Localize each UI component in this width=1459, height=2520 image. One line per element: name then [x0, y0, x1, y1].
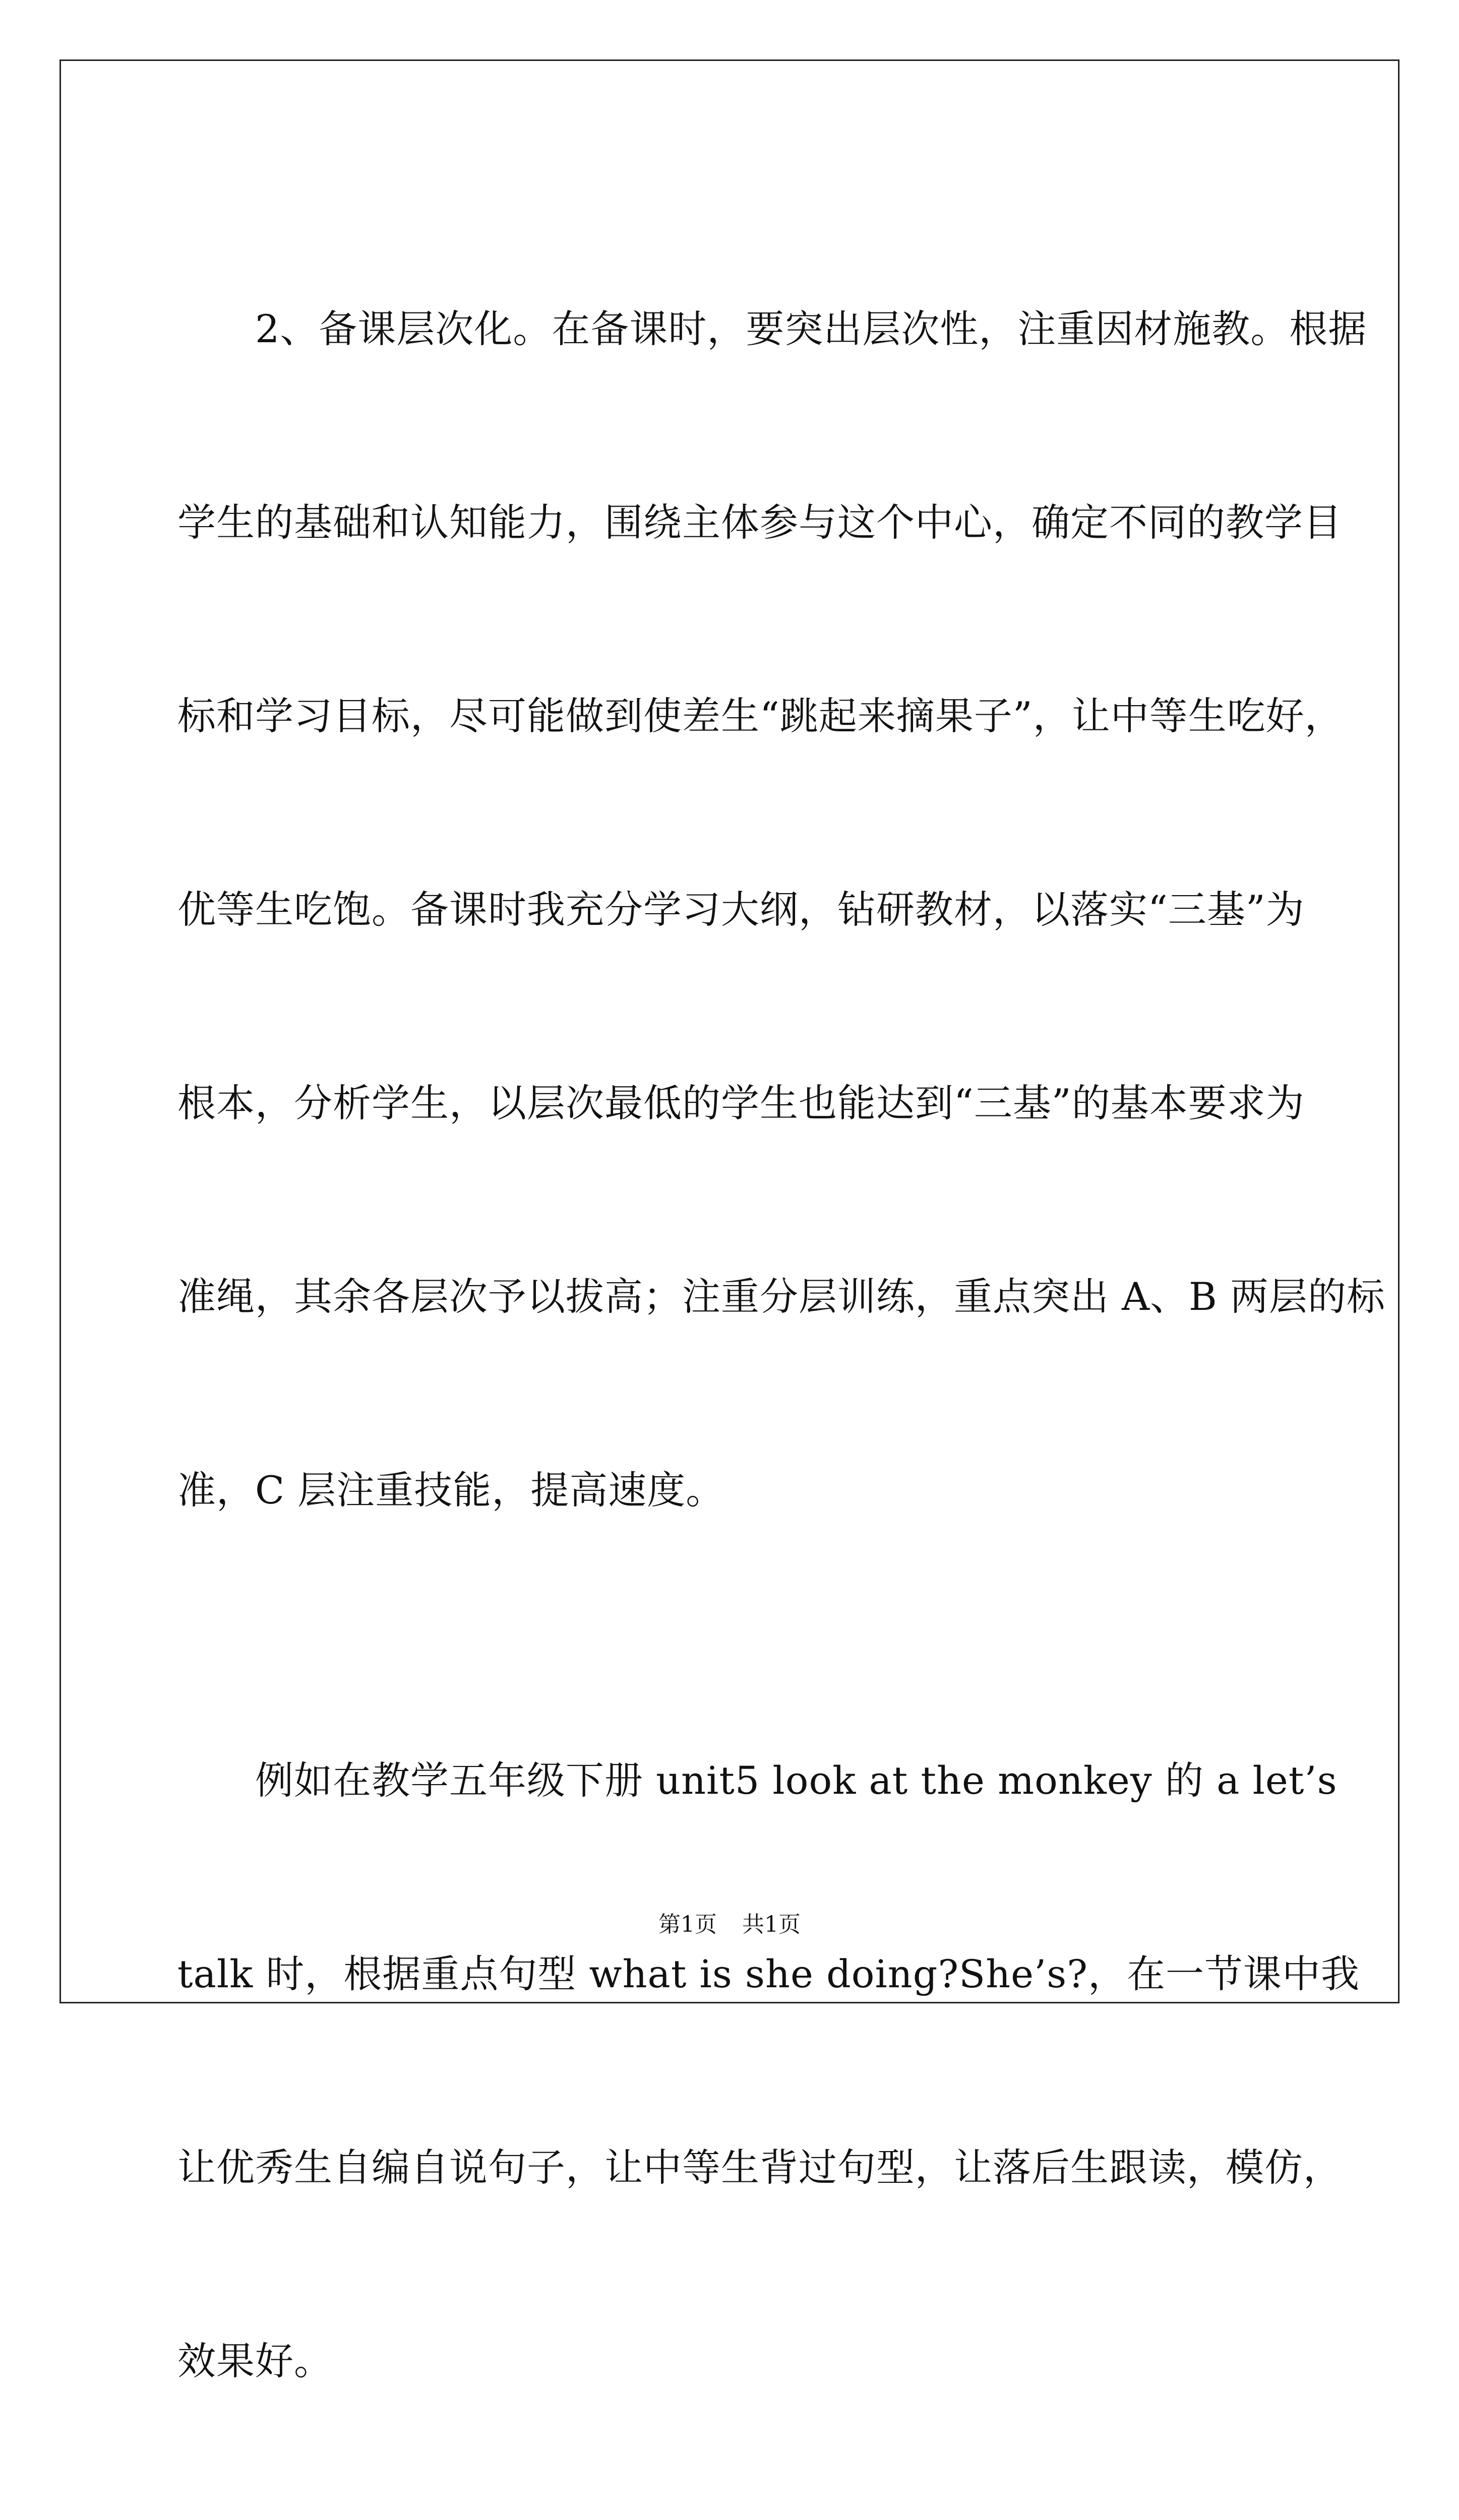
- document-body: [177, 184, 1386, 2520]
- text-line: talk 时，根据重点句型 what is she doing?She’s?，在一节课中我: [177, 1951, 1360, 1996]
- text-line: 让优秀生自编自说句子，让中等生背过句型，让落后生跟读，模仿，: [177, 2145, 1342, 2190]
- text-line: 优等生吃饱。备课时我充分学习大纲，钻研教材，以落实“三基”为: [177, 887, 1305, 932]
- paragraph-lesson-preparation: [177, 184, 1386, 1635]
- text-line: 学生的基础和认知能力，围绕主体参与这个中心，确定不同的教学目: [177, 500, 1342, 545]
- page-total: 共1页: [742, 1912, 801, 1937]
- text-line: 2、备课层次化。在备课时，要突出层次性，注重因材施教。根据: [177, 306, 1367, 351]
- text-line: 标和学习目标，尽可能做到使差生“跳起来摘果子”，让中等生吃好，: [177, 694, 1344, 738]
- paragraph-example: [177, 1635, 1360, 2506]
- text-line: 例如在教学五年级下册 unit5 look at the monkey 的 a let’s: [177, 1758, 1338, 1803]
- text-line: 准，C 层注重技能，提高速度。: [177, 1468, 725, 1513]
- page-number: 第1页: [658, 1912, 717, 1937]
- text-line: 根本，分析学生，以层次最低的学生也能达到“三基”的基本要求为: [177, 1081, 1305, 1125]
- paragraph-summary: [177, 2506, 1297, 2520]
- text-line: 准绳，其余各层次予以拔高；注重分层训练，重点突出 A、B 两层的标: [177, 1274, 1386, 1319]
- text-line: 效果好。: [177, 2339, 333, 2383]
- page-footer: [0, 1906, 1459, 1938]
